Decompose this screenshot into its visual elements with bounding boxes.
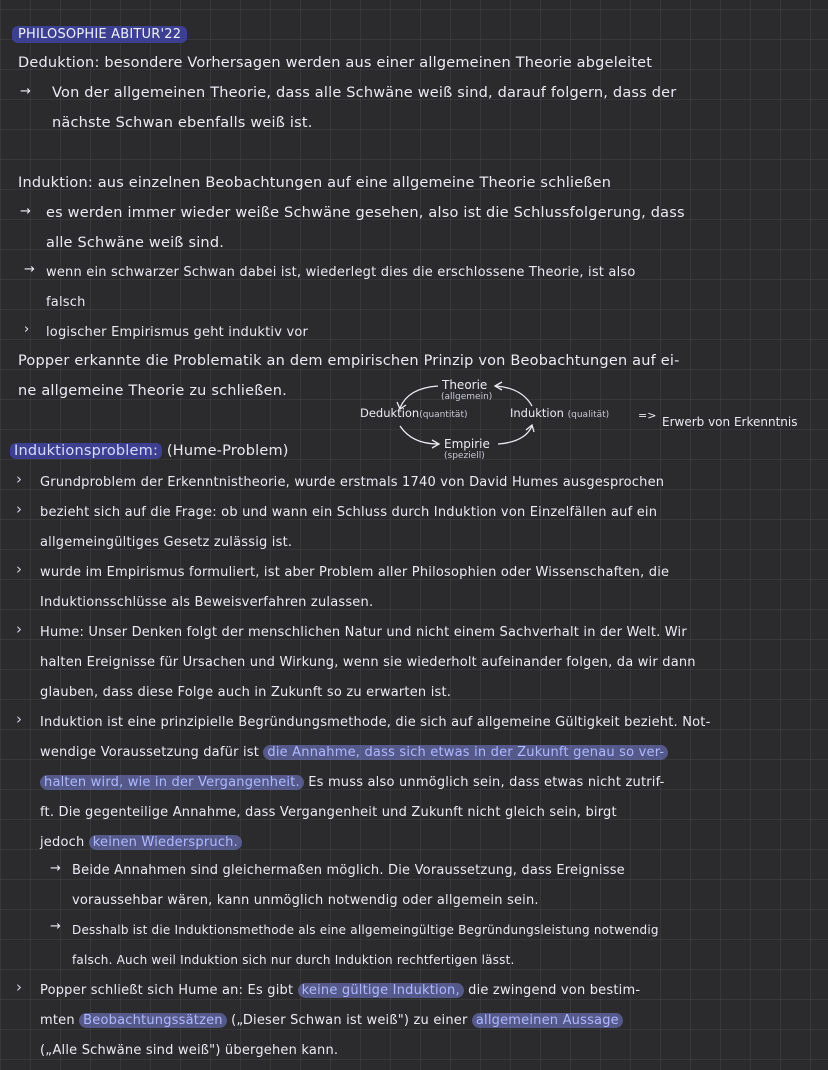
deduktion-example-line1: Von der allgemeinen Theorie, dass alle Schwäne weiß sind, darauf folgern, dass der [52, 85, 677, 101]
induktion-point1-line2: alle Schwäne weiß sind. [46, 235, 225, 251]
chevron-right-icon: › [24, 322, 30, 337]
induktion-point3: logischer Empirismus geht induktiv vor [46, 325, 309, 340]
arrow-right-icon: → [20, 84, 31, 99]
problem-sub2-line1: Desshalb ist die Induktionsmethode als eine allgemeingültige Begründungsleistung notwendig [72, 923, 659, 937]
diagram-empirie-sub: (speziell) [444, 451, 485, 461]
chevron-right-icon: › [16, 560, 22, 578]
diagram-deduktion: Deduktion(quantität) [360, 406, 468, 420]
problem-bullet5-line3: halten wird, wie in der Vergangenheit. Es muss also unmöglich sein, dass etwas nicht zutrif- [40, 775, 665, 790]
problem-sub1-line1: Beide Annahmen sind gleichermaßen möglich. Die Voraussetzung, dass Ereignisse [72, 863, 625, 878]
induktion-point1-line1: es werden immer wieder weiße Schwäne gesehen, also ist die Schlussfolgerung, dass [46, 205, 685, 221]
problem-bullet3-line2: Induktionsschlüsse als Beweisverfahren zulassen. [40, 595, 374, 610]
page-title: PHILOSOPHIE ABITUR'22 [12, 27, 187, 42]
highlight: allgemeinen Aussage [472, 1013, 623, 1028]
problem-bullet5-line1: Induktion ist eine prinzipielle Begründungsmethode, die sich auf allgemeine Gültigkeit bezieht. Not- [40, 715, 711, 730]
problem-bullet5-line5: jedoch keinen Wiederspruch. [40, 835, 242, 850]
diagram-theorie: Theorie [442, 378, 488, 392]
chevron-right-icon: › [16, 470, 22, 488]
problem-bullet6-line3: („Alle Schwäne sind weiß") übergehen kann. [40, 1043, 339, 1058]
diagram-empirie: Empirie [444, 437, 490, 451]
arrow-right-icon: → [50, 919, 61, 934]
problem-bullet6-line2: mten Beobachtungssätzen („Dieser Schwan ist weiß") zu einer allgemeinen Aussage [40, 1013, 623, 1028]
popper-line2: ne allgemeine Theorie zu schließen. [18, 383, 287, 399]
diagram-theorie-sub: (allgemein) [441, 392, 493, 402]
chevron-right-icon: › [16, 710, 22, 728]
problem-bullet6-line1: Popper schließt sich Hume an: Es gibt keine gültige Induktion, die zwingend von bestim- [40, 983, 641, 998]
chevron-right-icon: › [16, 620, 22, 638]
problem-bullet5-line4: ft. Die gegenteilige Annahme, dass Vergangenheit und Zukunft nicht gleich sein, birgt [40, 805, 617, 820]
induktion-definition: Induktion: aus einzelnen Beobachtungen auf eine allgemeine Theorie schließen [18, 175, 612, 191]
arrow-deduktion-to-empirie [400, 426, 438, 444]
problem-bullet2-line1: bezieht sich auf die Frage: ob und wann ein Schluss durch Induktion von Einzelfällen auf ein [40, 505, 658, 520]
problem-sub1-line2: voraussehbar wären, kann unmöglich notwendig oder allgemein sein. [72, 893, 539, 908]
problem-bullet5-line2: wendige Voraussetzung dafür ist die Annahme, dass sich etwas in der Zukunft genau so ver- [40, 745, 668, 760]
highlight: halten wird, wie in der Vergangenheit. [40, 775, 304, 790]
chevron-right-icon: › [16, 500, 22, 518]
section-heading: Induktionsproblem: (Hume-Problem) [10, 443, 289, 459]
problem-bullet4-line1: Hume: Unser Denken folgt der menschlichen Natur und nicht einem Sachverhalt in der Welt. Wir [40, 625, 687, 640]
arrow-right-icon: → [20, 204, 31, 219]
problem-bullet2-line2: allgemeingültiges Gesetz zulässig ist. [40, 535, 293, 550]
problem-bullet4-line2: halten Ereignisse für Ursachen und Wirkung, wenn sie wiederholt aufeinander folgen, da wir dann [40, 655, 696, 670]
induktion-point2-line1: wenn ein schwarzer Schwan dabei ist, wiederlegt dies die erschlossene Theorie, ist also [46, 265, 636, 280]
induktion-point2-line2: falsch [46, 295, 86, 310]
diagram-implies-arrow: => [638, 409, 657, 422]
deduktion-definition: Deduktion: besondere Vorhersagen werden aus einer allgemeinen Theorie abgeleitet [18, 55, 653, 71]
diagram-result: Erwerb von Erkenntnis [662, 415, 798, 429]
highlight: Beobachtungssätzen [79, 1013, 227, 1028]
deduktion-example-line2: nächste Schwan ebenfalls weiß ist. [52, 115, 313, 131]
highlight: keine gültige Induktion, [298, 983, 464, 998]
problem-bullet3-line1: wurde im Empirismus formuliert, ist aber Problem aller Philosophien oder Wissenschaften, die [40, 565, 670, 580]
problem-bullet1: Grundproblem der Erkenntnistheorie, wurde erstmals 1740 von David Humes ausgesprochen [40, 475, 665, 490]
chevron-right-icon: › [16, 978, 22, 996]
popper-line1: Popper erkannte die Problematik an dem empirischen Prinzip von Beobachtungen auf ei- [18, 353, 680, 369]
highlight: keinen Wiederspruch. [89, 835, 242, 850]
diagram-induktion: Induktion (qualität) [510, 406, 610, 420]
problem-bullet4-line3: glauben, dass diese Folge auch in Zukunft so zu erwarten ist. [40, 685, 452, 700]
arrow-right-icon: → [50, 861, 61, 876]
arrow-right-icon: → [24, 262, 35, 277]
problem-sub2-line2: falsch. Auch weil Induktion sich nur durch Induktion rechtfertigen lässt. [72, 953, 515, 967]
highlight: die Annahme, dass sich etwas in der Zukunft genau so ver- [263, 745, 668, 760]
